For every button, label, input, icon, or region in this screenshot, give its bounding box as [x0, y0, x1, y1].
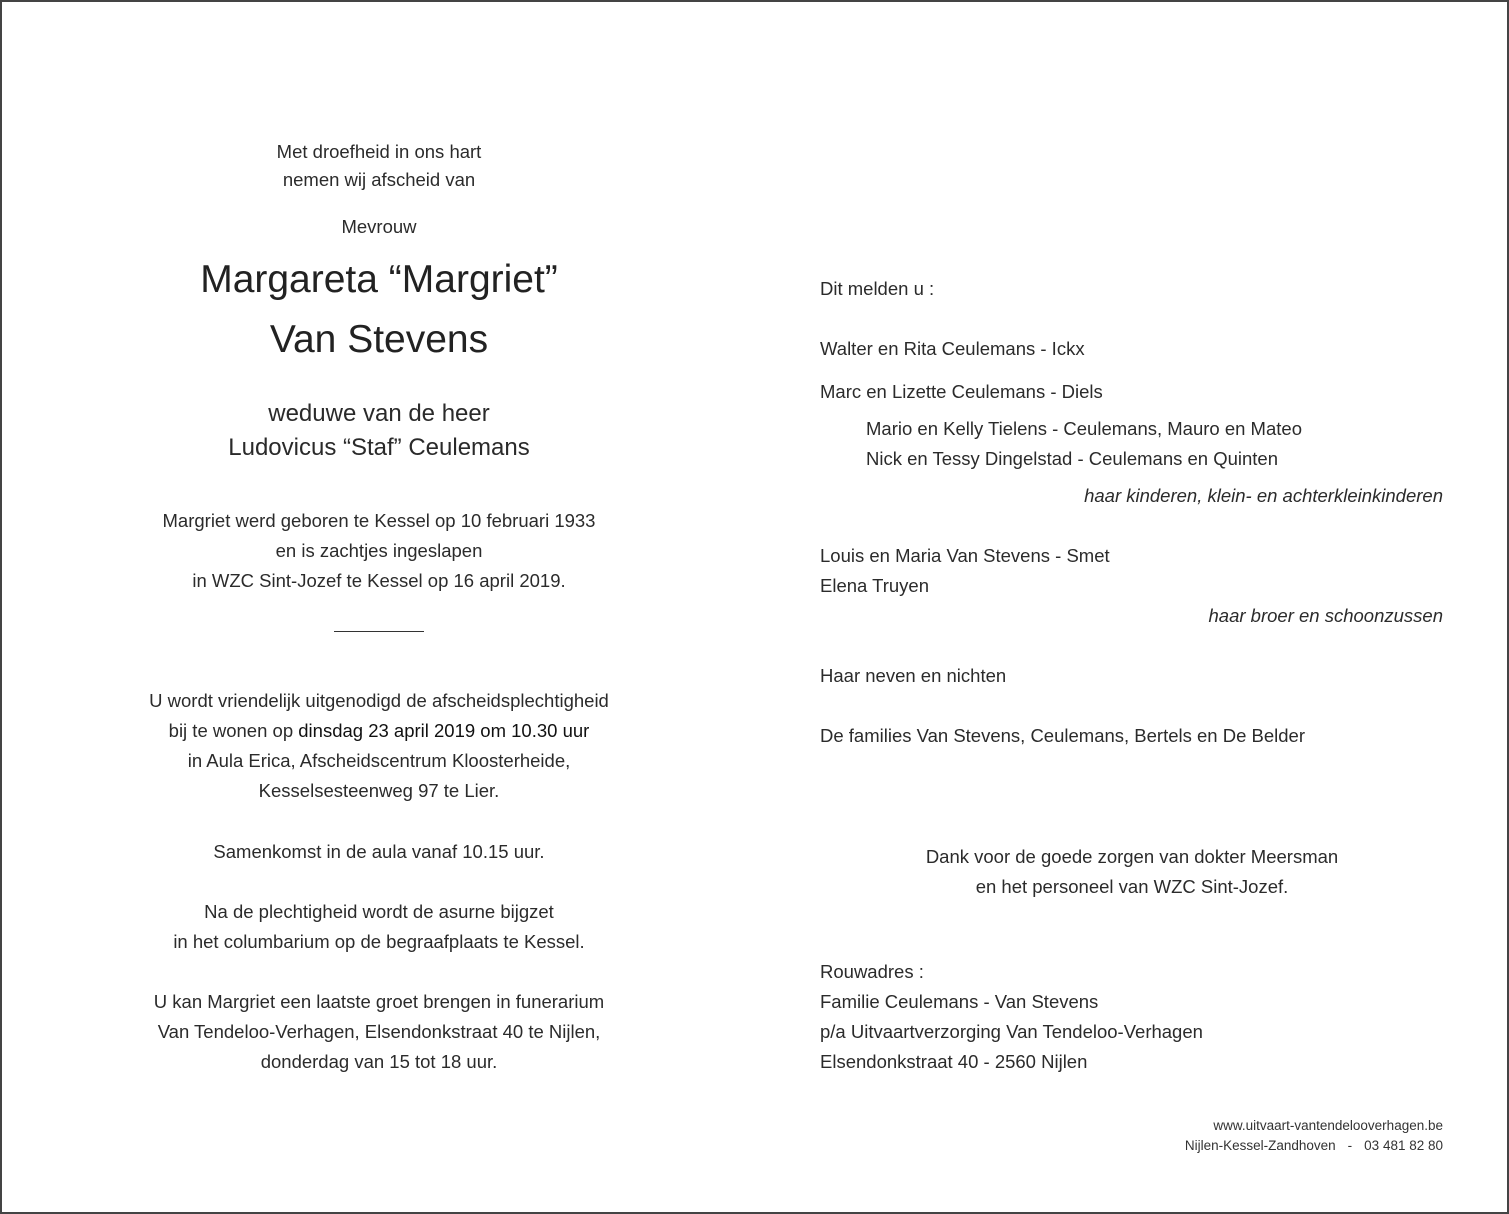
- birth-line-2: en is zachtjes ingeslapen: [275, 540, 483, 561]
- intro-line-1: Met droefheid in ons hart: [276, 141, 482, 162]
- family-line-2: Marc en Lizette Ceulemans - Diels: [820, 381, 1103, 402]
- address-line-1: Familie Ceulemans - Van Stevens: [820, 991, 1099, 1012]
- salutation: Mevrouw: [341, 216, 417, 237]
- divider: [334, 631, 424, 632]
- address-line-2: p/a Uitvaartverzorging Van Tendeloo-Verhagen: [820, 1021, 1203, 1042]
- address-label: Rouwadres :: [820, 961, 924, 982]
- visit-line-1: U kan Margriet een laatste groet brengen in funerarium: [153, 991, 605, 1012]
- announce-text: Dit melden u :: [820, 278, 935, 299]
- thanks-line-1: Dank voor de goede zorgen van dokter Meersman: [925, 846, 1339, 867]
- separator: -: [1347, 1138, 1353, 1153]
- children-caption: haar kinderen, klein- en achterkleinkinderen: [1084, 485, 1443, 506]
- siblings-caption: haar broer en schoonzussen: [1208, 605, 1443, 626]
- address-line-3: Elsendonkstraat 40 - 2560 Nijlen: [820, 1051, 1088, 1072]
- thanks-line-2: en het personeel van WZC Sint-Jozef.: [975, 876, 1289, 897]
- deceased-name-last: Van Stevens: [269, 318, 489, 361]
- urn-line-2: in het columbarium op de begraafplaats te Kessel.: [173, 931, 585, 952]
- spouse-line-1: weduwe van de heer: [268, 400, 490, 427]
- contact-line: [1185, 1136, 1443, 1156]
- birth-line-1: Margriet werd geboren te Kessel op 10 februari 1933: [162, 510, 596, 531]
- families-text: De families Van Stevens, Ceulemans, Bertels en De Belder: [820, 725, 1306, 746]
- urn-line-1: Na de plechtigheid wordt de asurne bijgzet: [204, 901, 554, 922]
- family-line-1: Walter en Rita Ceulemans - Ickx: [820, 338, 1085, 359]
- sibling-line-1: Louis en Maria Van Stevens - Smet: [820, 545, 1110, 566]
- invite-prefix: bij te wonen op: [168, 720, 299, 741]
- visit-line-2: Van Tendeloo-Verhagen, Elsendonkstraat 40 te Nijlen,: [157, 1021, 601, 1042]
- birth-line-3: in WZC Sint-Jozef te Kessel op 16 april 2019.: [192, 570, 566, 591]
- spouse-line-2: Ludovicus “Staf” Ceulemans: [228, 434, 530, 461]
- invite-line-2: [62, 716, 696, 746]
- gathering-text: Samenkomst in de aula vanaf 10.15 uur.: [213, 841, 545, 862]
- cousins-text: Haar neven en nichten: [820, 665, 1007, 686]
- locations: Nijlen-Kessel-Zandhoven: [1184, 1138, 1336, 1153]
- grandchildren-line-2: Nick en Tessy Dingelstad - Ceulemans en Quinten: [866, 448, 1279, 469]
- invite-line-1: U wordt vriendelijk uitgenodigd de afscheidsplechtigheid: [149, 690, 609, 711]
- grandchildren-line-1: Mario en Kelly Tielens - Ceulemans, Mauro en Mateo: [866, 418, 1302, 439]
- ceremony-date: dinsdag 23 april 2019 om 10.30 uur: [298, 720, 590, 741]
- deceased-name-first: Margareta “Margriet”: [200, 258, 558, 301]
- phone-number: 03 481 82 80: [1364, 1138, 1443, 1153]
- intro-line-2: nemen wij afscheid van: [282, 169, 476, 190]
- website-link[interactable]: www.uitvaart-vantendelooverhagen.be: [1213, 1118, 1443, 1133]
- invite-line-3: in Aula Erica, Afscheidscentrum Kloosterheide,: [187, 750, 571, 771]
- invite-line-4: Kesselsesteenweg 97 te Lier.: [258, 780, 500, 801]
- sibling-line-2: Elena Truyen: [820, 575, 930, 596]
- visit-line-3: donderdag van 15 tot 18 uur.: [260, 1051, 498, 1072]
